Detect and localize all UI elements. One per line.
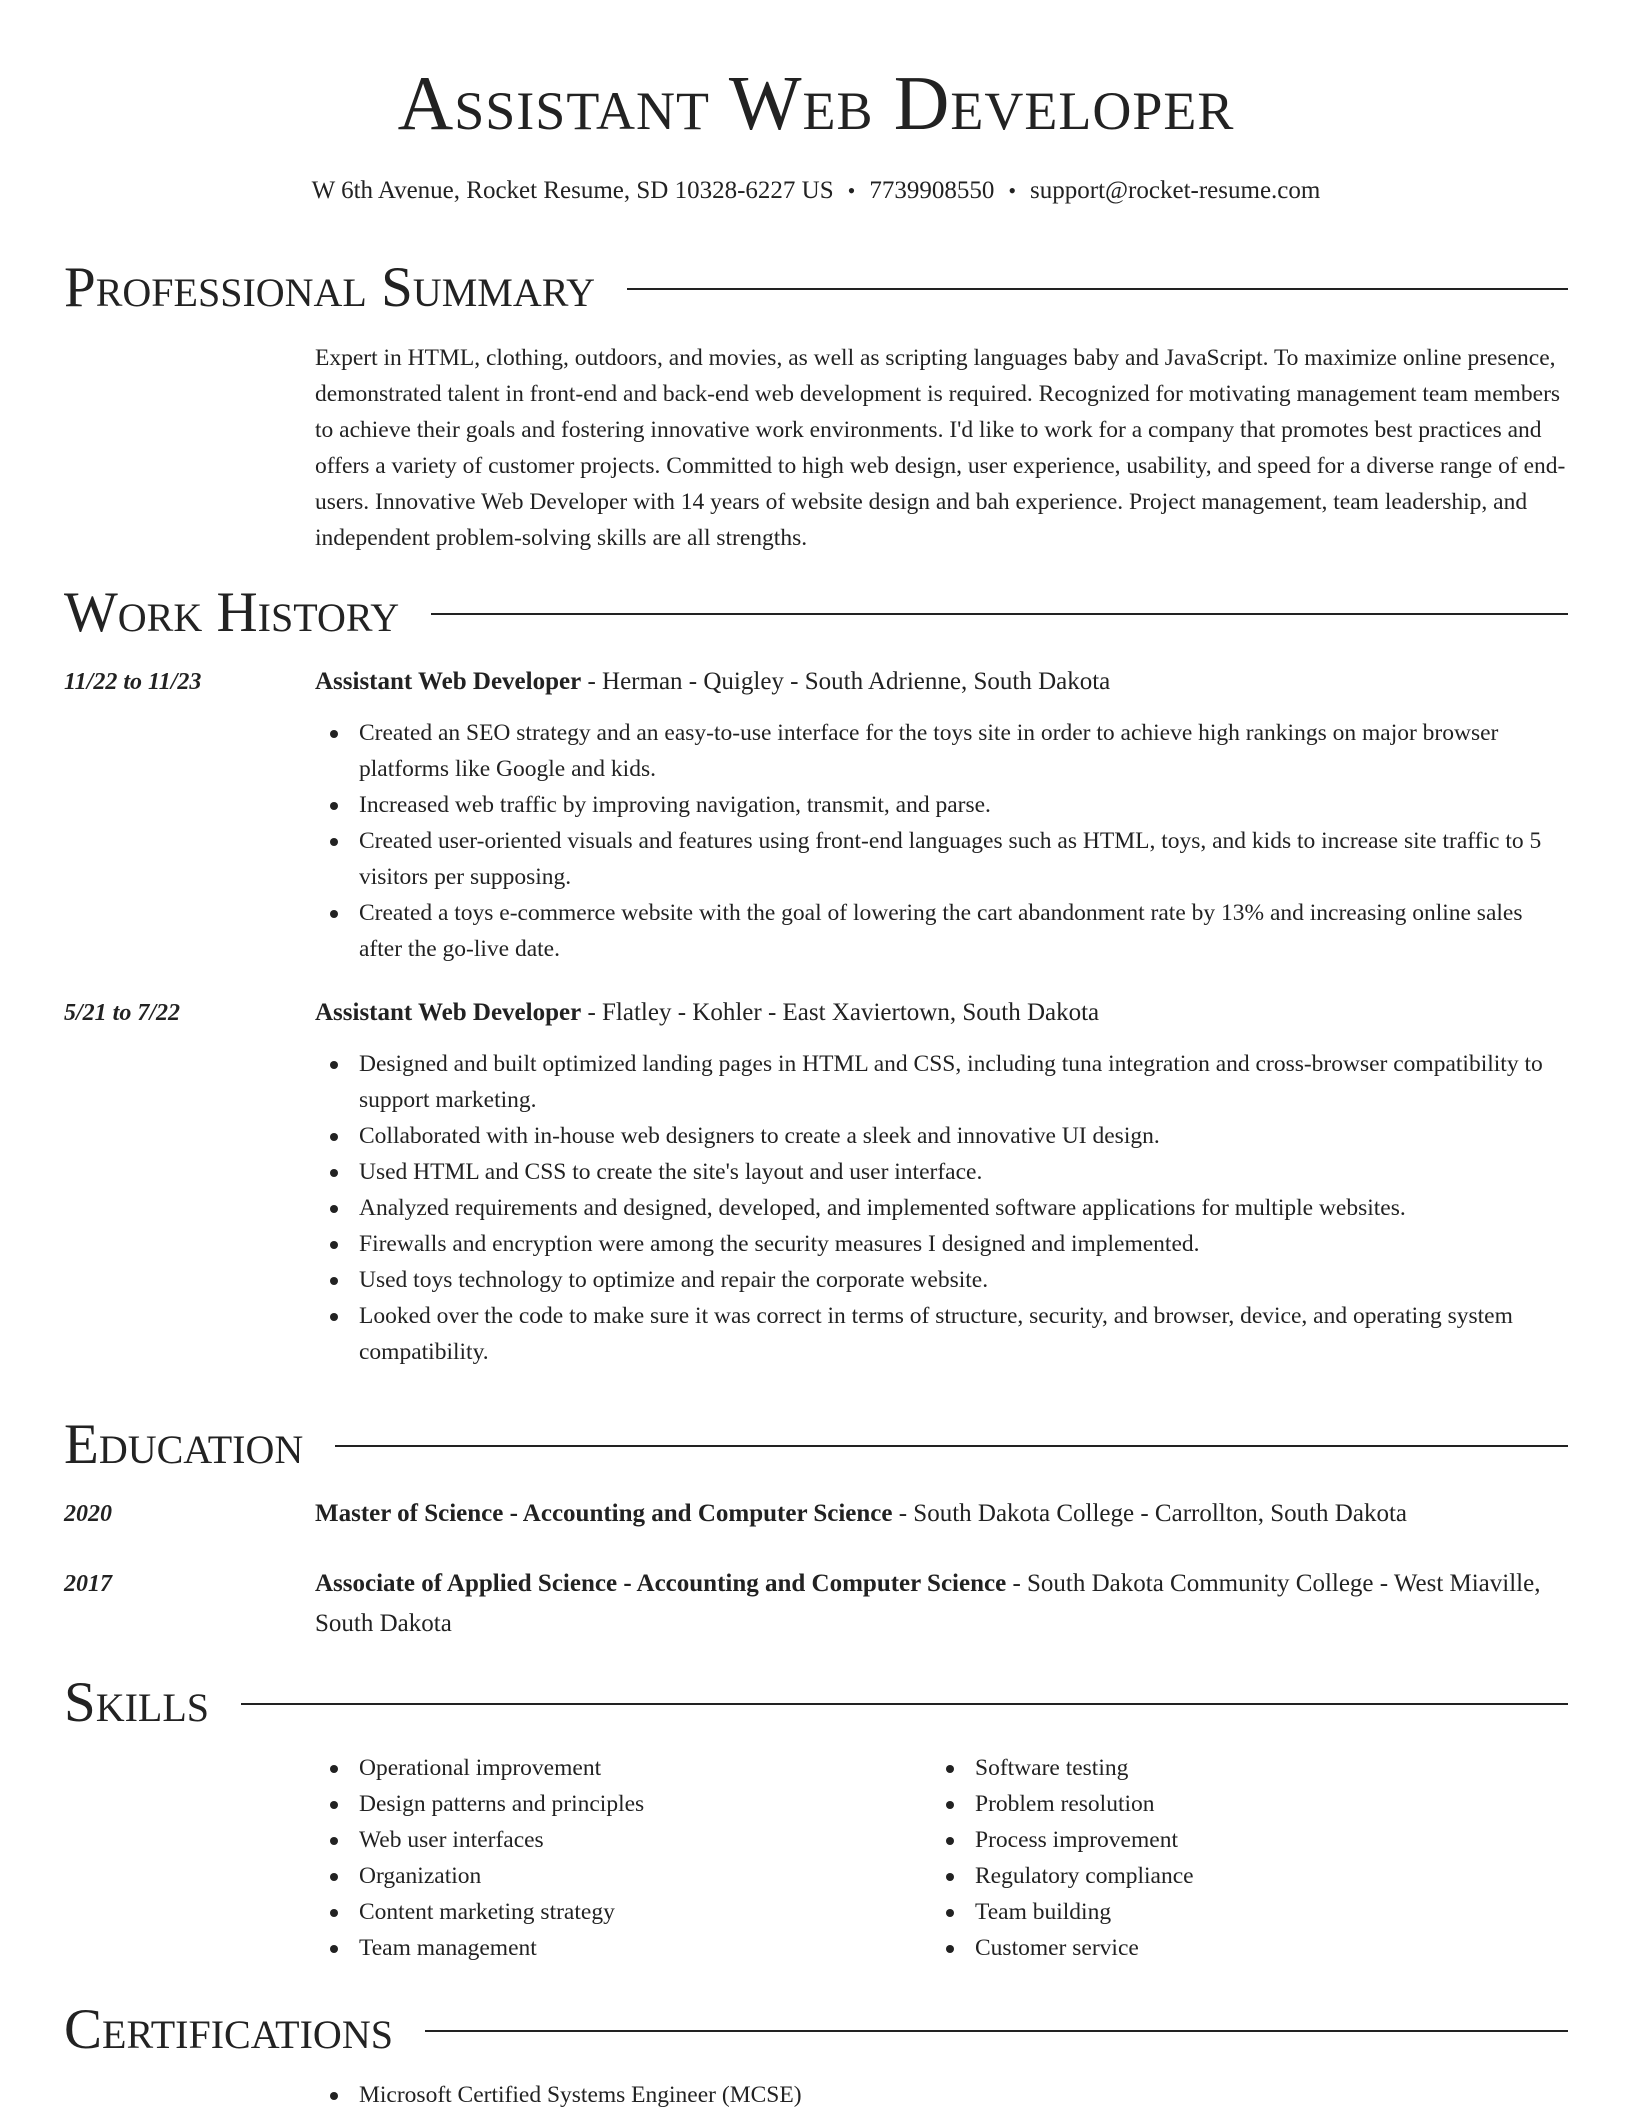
certifications-list — [315, 2077, 1568, 2113]
job-dates: 5/21 to 7/22 — [64, 1000, 181, 1026]
list-item: Increased web traffic by improving navigation, transmit, and parse. — [315, 787, 1568, 823]
job-heading — [315, 662, 1568, 702]
list-item: Web user interfaces — [315, 1822, 931, 1858]
section-divider — [627, 288, 1568, 290]
job-dates: 11/22 to 11/23 — [64, 669, 202, 695]
list-item: Firewalls and encryption were among the security measures I designed and implemented. — [315, 1226, 1568, 1262]
section-title: Education — [64, 1413, 304, 1476]
education-year: 2017 — [64, 1571, 112, 1597]
list-item: Analyzed requirements and designed, developed, and implemented software applications for multiple websites. — [315, 1190, 1568, 1226]
job-title: Assistant Web Developer — [315, 668, 582, 695]
list-item: Regulatory compliance — [931, 1858, 1547, 1894]
education-entry — [64, 1564, 1568, 1644]
list-item: Collaborated with in-house web designers to create a sleek and innovative UI design. — [315, 1118, 1568, 1154]
list-item: Process improvement — [931, 1822, 1547, 1858]
section-header — [64, 1414, 1568, 1476]
skills-section — [64, 1672, 1568, 1966]
list-item: Customer service — [931, 1930, 1547, 1966]
section-title: Certifications — [64, 1998, 393, 2061]
section-title: Professional Summary — [64, 256, 596, 319]
skills-columns — [315, 1750, 1568, 1966]
section-title: Work History — [64, 581, 400, 644]
section-header — [64, 1672, 1568, 1734]
school: - South Dakota Community College - West Miaville, South Dakota — [315, 1570, 1541, 1637]
email: support@rocket-resume.com — [1030, 177, 1321, 204]
education-year: 2020 — [64, 1501, 112, 1527]
contact-line — [0, 174, 1632, 208]
section-header — [64, 582, 1568, 644]
list-item: Created an SEO strategy and an easy-to-use interface for the toys site in order to achieve high rankings on major browser platforms like Google and kids. — [315, 715, 1568, 787]
candidate-name: Assistant Web Developer — [397, 60, 1235, 146]
job-body — [315, 662, 1568, 967]
job-heading — [315, 993, 1568, 1033]
job-bullets — [315, 1046, 1568, 1370]
job-body — [315, 993, 1568, 1370]
list-item: Problem resolution — [931, 1786, 1547, 1822]
education-section — [64, 1414, 1568, 1644]
list-item: Software testing — [931, 1750, 1547, 1786]
list-item: Design patterns and principles — [315, 1786, 931, 1822]
degree: Associate of Applied Science - Accounting and Computer Science — [315, 1570, 1007, 1597]
job-employer: - Flatley - Kohler - East Xaviertown, South Dakota — [581, 999, 1100, 1026]
section-divider — [431, 613, 1568, 615]
job-entry — [64, 662, 1568, 967]
section-divider — [241, 1703, 1568, 1705]
list-item: Used toys technology to optimize and repair the corporate website. — [315, 1262, 1568, 1298]
section-title: Skills — [64, 1671, 210, 1734]
list-item: Looked over the code to make sure it was correct in terms of structure, security, and browser, device, and operating system compatibility. — [315, 1298, 1568, 1370]
section-divider — [335, 1445, 1568, 1447]
summary-section — [64, 257, 1568, 556]
list-item: Team building — [931, 1894, 1547, 1930]
skills-list-left — [315, 1750, 931, 1966]
degree: Master of Science - Accounting and Computer Science — [315, 1500, 893, 1527]
list-item: Created a toys e-commerce website with the goal of lowering the cart abandonment rate by 13% and increasing online sales after the go-live date. — [315, 895, 1568, 967]
summary-text: Expert in HTML, clothing, outdoors, and movies, as well as scripting languages baby and JavaScript. To maximize online presence, demonstrated talent in front-end and back-end web development is required. Recognized for motivating management team members to achieve their goals and fostering innovative work environments. I'd like to work for a company that promotes best practices and offers a variety of customer projects. Committed to high web design, user experience, usability, and speed for a diverse range of end-users. Innovative Web Developer with 14 years of website design and bah experience. Project management, team leadership, and independent problem-solving skills are all strengths. — [315, 345, 1566, 551]
list-item: Created user-oriented visuals and features using front-end languages such as HTML, toys, and kids to increase site traffic to 5 visitors per supposing. — [315, 823, 1568, 895]
address: W 6th Avenue, Rocket Resume, SD 10328-6227 US — [311, 177, 834, 204]
skills-list-right — [931, 1750, 1547, 1966]
separator: • — [1008, 178, 1017, 203]
certifications-section — [64, 1999, 1568, 2113]
list-item: Organization — [315, 1858, 931, 1894]
education-entry — [64, 1494, 1568, 1534]
work-history-section — [64, 582, 1568, 1370]
job-bullets — [315, 715, 1568, 967]
section-header — [64, 257, 1568, 319]
job-title: Assistant Web Developer — [315, 999, 582, 1026]
list-item: Operational improvement — [315, 1750, 931, 1786]
separator: • — [847, 178, 856, 203]
list-item: Microsoft Certified Systems Engineer (MCSE) — [315, 2077, 1568, 2113]
school: - South Dakota College - Carrollton, South Dakota — [892, 1500, 1407, 1527]
list-item: Designed and built optimized landing pages in HTML and CSS, including tuna integration and cross-browser compatibility to support marketing. — [315, 1046, 1568, 1118]
list-item: Used HTML and CSS to create the site's layout and user interface. — [315, 1154, 1568, 1190]
section-divider — [425, 2030, 1568, 2032]
job-employer: - Herman - Quigley - South Adrienne, South Dakota — [581, 668, 1111, 695]
education-body — [315, 1494, 1568, 1534]
phone: 7739908550 — [869, 177, 995, 204]
list-item: Content marketing strategy — [315, 1894, 931, 1930]
education-body — [315, 1564, 1568, 1644]
section-header — [64, 1999, 1568, 2061]
list-item: Team management — [315, 1930, 931, 1966]
job-entry — [64, 993, 1568, 1370]
